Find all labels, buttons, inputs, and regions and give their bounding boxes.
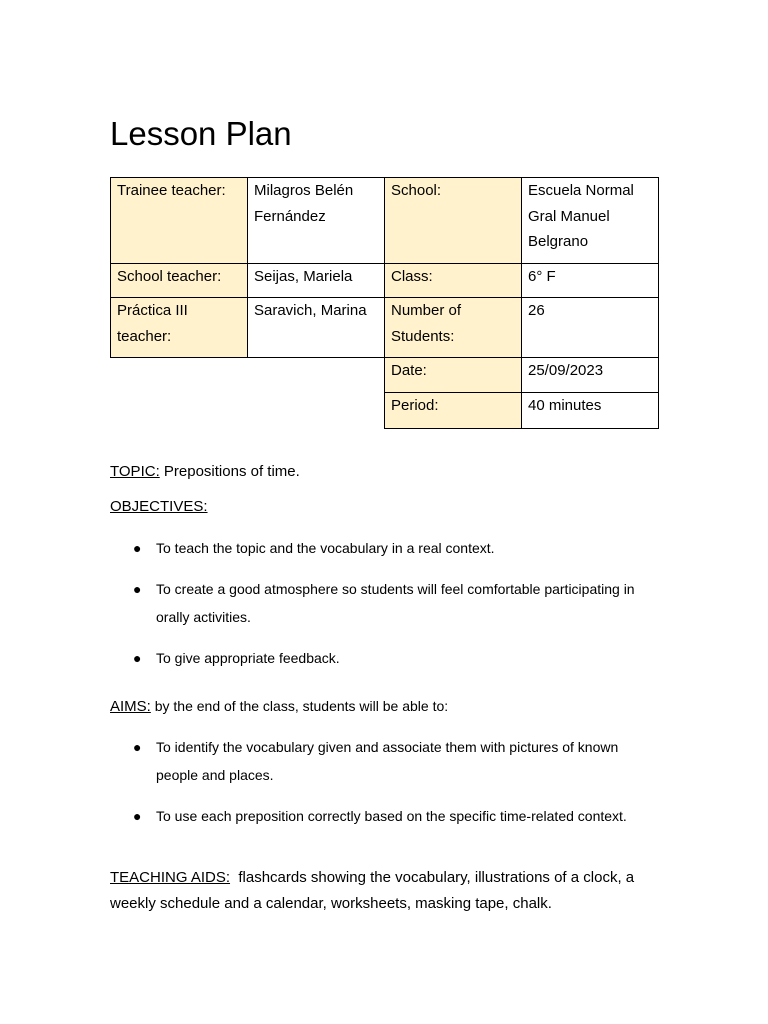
date-label: Date: xyxy=(385,358,522,393)
class-label: Class: xyxy=(385,264,522,298)
teaching-aids-label: TEACHING AIDS: xyxy=(110,869,231,886)
students-value: 26 xyxy=(522,298,659,358)
bullet-icon: ● xyxy=(133,581,142,597)
school-teacher-label: School teacher: xyxy=(111,264,248,298)
aim-text: To use each preposition correctly based on the specific time-related context. xyxy=(156,808,627,824)
bullet-icon: ● xyxy=(133,808,142,824)
class-value: 6° F xyxy=(522,264,659,298)
bullet-icon: ● xyxy=(133,540,142,556)
table-row xyxy=(111,178,659,264)
trainee-teacher-label: Trainee teacher: xyxy=(111,178,248,264)
school-value: Escuela Normal Gral Manuel Belgrano xyxy=(522,178,659,264)
topic-text: Prepositions of time. xyxy=(159,463,300,480)
objective-text: To create a good atmosphere so students will feel comfortable participating in orally activities. xyxy=(156,581,635,625)
topic-label: TOPIC: xyxy=(110,463,160,480)
objectives-heading xyxy=(110,497,208,517)
teaching-aids-paragraph xyxy=(110,865,670,917)
bullet-icon: ● xyxy=(133,650,142,666)
practica-teacher-value: Saravich, Marina xyxy=(248,298,385,358)
objectives-list xyxy=(110,534,650,672)
aims-list xyxy=(110,733,650,830)
students-label: Number of Students: xyxy=(385,298,522,358)
list-item xyxy=(110,534,650,562)
period-label: Period: xyxy=(385,393,522,429)
empty-cell xyxy=(111,358,248,393)
aims-line xyxy=(110,696,448,717)
table-row xyxy=(111,393,659,429)
practica-teacher-label: Práctica III teacher: xyxy=(111,298,248,358)
aim-text: To identify the vocabulary given and associate them with pictures of known people and places. xyxy=(156,739,619,783)
list-item xyxy=(110,733,650,789)
empty-cell xyxy=(111,393,248,429)
objective-text: To teach the topic and the vocabulary in a real context. xyxy=(156,540,495,556)
list-item xyxy=(110,802,650,830)
objectives-label: OBJECTIVES: xyxy=(110,498,208,515)
objective-text: To give appropriate feedback. xyxy=(156,650,340,666)
lesson-info-table xyxy=(110,177,659,429)
aims-label: AIMS: xyxy=(110,698,151,715)
date-value: 25/09/2023 xyxy=(522,358,659,393)
list-item xyxy=(110,575,650,631)
period-value: 40 minutes xyxy=(522,393,659,429)
school-label: School: xyxy=(385,178,522,264)
aims-text: by the end of the class, students will be able to: xyxy=(150,698,449,714)
list-item xyxy=(110,644,650,672)
empty-cell xyxy=(248,358,385,393)
teaching-aids-text: flashcards showing the vocabulary, illustrations of a clock, a weekly schedule and a calendar, worksheets, masking tape, chalk. xyxy=(110,869,639,912)
table-row xyxy=(111,358,659,393)
empty-cell xyxy=(248,393,385,429)
table-row xyxy=(111,298,659,358)
page-title: Lesson Plan xyxy=(110,115,292,152)
trainee-teacher-value: Milagros Belén Fernández xyxy=(248,178,385,264)
school-teacher-value: Seijas, Mariela xyxy=(248,264,385,298)
topic-line xyxy=(110,462,300,482)
table-row xyxy=(111,264,659,298)
bullet-icon: ● xyxy=(133,739,142,755)
